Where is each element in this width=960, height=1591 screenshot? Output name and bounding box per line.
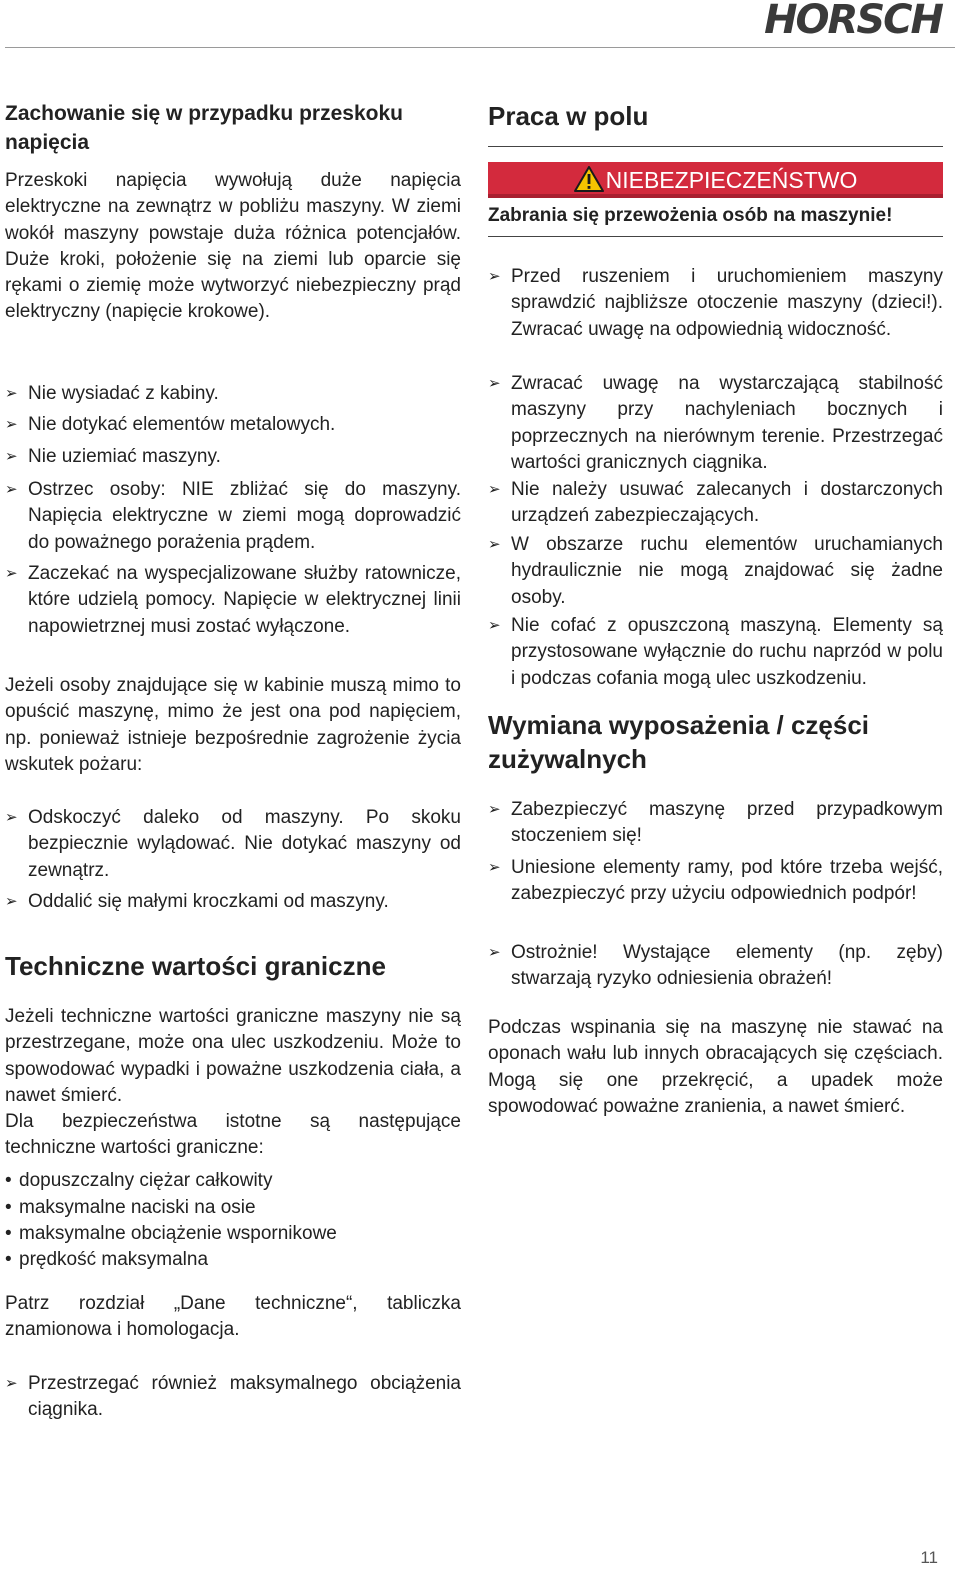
arrow-bullet-icon: ➢ xyxy=(5,416,18,433)
dot-bullet-icon: • xyxy=(5,1197,12,1218)
arrow-bullet-icon: ➢ xyxy=(488,859,501,876)
arrow-bullet-icon: ➢ xyxy=(488,801,501,818)
dot-bullet-icon: • xyxy=(5,1170,12,1191)
list-item: • dopuszczalny ciężar całkowity xyxy=(5,1168,461,1194)
list-item: ➢ Oddalić się małymi kroczkami od maszyny. xyxy=(5,889,461,915)
arrow-bullet-icon: ➢ xyxy=(5,385,18,402)
arrow-bullet-icon: ➢ xyxy=(5,1375,18,1392)
list-item: ➢ Uniesione elementy ramy, pod które trzeba wejść, zabezpieczyć przy użyciu odpowiednich podpór! xyxy=(488,857,943,905)
voltage-paragraph-2: Jeżeli osoby znajdujące się w kabinie muszą mimo to opuścić maszynę, mimo że jest ona pod napięciem, np. ponieważ istnieje bezpośrednie zagrożenie życia wskutek pożaru: xyxy=(5,675,461,775)
arrow-bullet-icon: ➢ xyxy=(5,809,18,826)
voltage-intro-paragraph: Przeskoki napięcia wywołują duże napięcia elektryczne na zewnątrz w pobliżu maszyny. W ziemi wokół maszyny powstaje duża różnica potencjałów. Duże kroki, położenie się na ziemi lub oparcie się rękami o ziemię może wytworzyć niebezpieczny prąd elektryczny (napięcie krokowe). xyxy=(5,170,461,323)
list-item: ➢ Przestrzegać również maksymalnego obciążenia ciągnika. xyxy=(5,1373,461,1421)
arrow-bullet-icon: ➢ xyxy=(5,448,18,465)
list-item: ➢ Zabezpieczyć maszynę przed przypadkowym stoczeniem się! xyxy=(488,799,943,847)
arrow-bullet-icon: ➢ xyxy=(5,481,18,498)
list-item: ➢ Ostrożnie! Wystające elementy (np. zęby) stwarzają ryzyko odniesienia obrażeń! xyxy=(488,942,943,990)
list-item: ➢ Odskoczyć daleko od maszyny. Po skoku bezpiecznie wylądować. Nie dotykać maszyny od zewnątrz. xyxy=(5,807,461,881)
list-item: ➢ W obszarze ruchu elementów uruchamianych hydraulicznie nie mogą znajdować się żadne osoby. xyxy=(488,534,943,608)
list-item: ➢ Nie wysiadać z kabiny. xyxy=(5,381,461,407)
list-item: ➢ Przed ruszeniem i uruchomieniem maszyny sprawdzić najbliższe otoczenie maszyny (dzieci!). Zwracać uwagę na odpowiednią widoczność. xyxy=(488,266,943,340)
list-item: ➢ Zaczekać na wyspecjalizowane służby ratownicze, które udzielą pomocy. Napięcie w elektrycznej linii napowietrznej musi zostać wyłączone. xyxy=(5,563,461,637)
section-rule xyxy=(488,146,943,147)
arrow-bullet-icon: ➢ xyxy=(488,944,501,961)
limits-paragraph-1: Jeżeli techniczne wartości graniczne maszyny nie są przestrzegane, może ona ulec uszkodzeniu. Może to spowodować wypadki i poważne uszkodzenia ciała, a nawet śmierć. xyxy=(5,1006,461,1106)
page-number: 11 xyxy=(920,1548,938,1567)
danger-banner xyxy=(488,162,943,198)
section-title-limits: Techniczne wartości graniczne xyxy=(5,951,386,981)
arrow-bullet-icon: ➢ xyxy=(488,481,501,498)
arrow-bullet-icon: ➢ xyxy=(488,268,501,285)
arrow-bullet-icon: ➢ xyxy=(488,617,501,634)
list-item: ➢ Nie uziemiać maszyny. xyxy=(5,444,461,470)
warning-triangle-icon xyxy=(574,166,604,192)
list-item: • maksymalne obciążenie wspornikowe xyxy=(5,1221,461,1247)
list-item: ➢ Nie należy usuwać zalecanych i dostarczonych urządzeń zabezpieczających. xyxy=(488,479,943,527)
danger-label: NIEBEZPIECZEŃSTWO xyxy=(605,167,858,193)
dot-bullet-icon: • xyxy=(5,1223,12,1244)
danger-note: Zabrania się przewożenia osób na maszynie! xyxy=(488,205,893,226)
list-item: ➢ Nie cofać z opuszczoną maszyną. Elementy są przystosowane wyłącznie do ruchu naprzód w polu i podczas cofania mogą ulec uszkodzeniu. xyxy=(488,615,943,689)
list-item: • maksymalne naciski na osie xyxy=(5,1195,461,1221)
arrow-bullet-icon: ➢ xyxy=(5,893,18,910)
dot-bullet-icon: • xyxy=(5,1249,12,1270)
arrow-bullet-icon: ➢ xyxy=(488,375,501,392)
limits-paragraph-3: Patrz rozdział „Dane techniczne“, tabliczka znamionowa i homologacja. xyxy=(5,1293,461,1341)
arrow-bullet-icon: ➢ xyxy=(5,565,18,582)
list-item: • prędkość maksymalna xyxy=(5,1247,461,1273)
section-title-voltage: Zachowanie się w przypadku przeskoku napięcia xyxy=(5,102,403,154)
list-item: ➢ Ostrzec osoby: NIE zbliżać się do maszyny. Napięcia elektryczne w ziemi mogą doprowadzić do poważnego porażenia prądem. xyxy=(5,479,461,553)
list-item: ➢ Zwracać uwagę na wystarczającą stabilność maszyny przy nachyleniach bocznych i poprzecznych na nierównym terenie. Przestrzegać wartości granicznych ciągnika. xyxy=(488,373,943,473)
arrow-bullet-icon: ➢ xyxy=(488,536,501,553)
section-title-field-work: Praca w polu xyxy=(488,101,649,131)
replacement-paragraph: Podczas wspinania się na maszynę nie stawać na oponach wału lub innych obracających się częściach. Mogą się one przekręcić, a upadek może spowodować poważne zranienia, a nawet śmierć. xyxy=(488,1017,943,1117)
limits-paragraph-2: Dla bezpieczeństwa istotne są następujące techniczne wartości graniczne: xyxy=(5,1111,461,1159)
header-rule xyxy=(5,47,955,48)
logo: HORSCH xyxy=(764,0,942,43)
danger-rule xyxy=(488,236,943,237)
list-item: ➢ Nie dotykać elementów metalowych. xyxy=(5,412,461,438)
section-title-replacement: Wymiana wyposażenia / części zużywalnych xyxy=(488,710,870,774)
